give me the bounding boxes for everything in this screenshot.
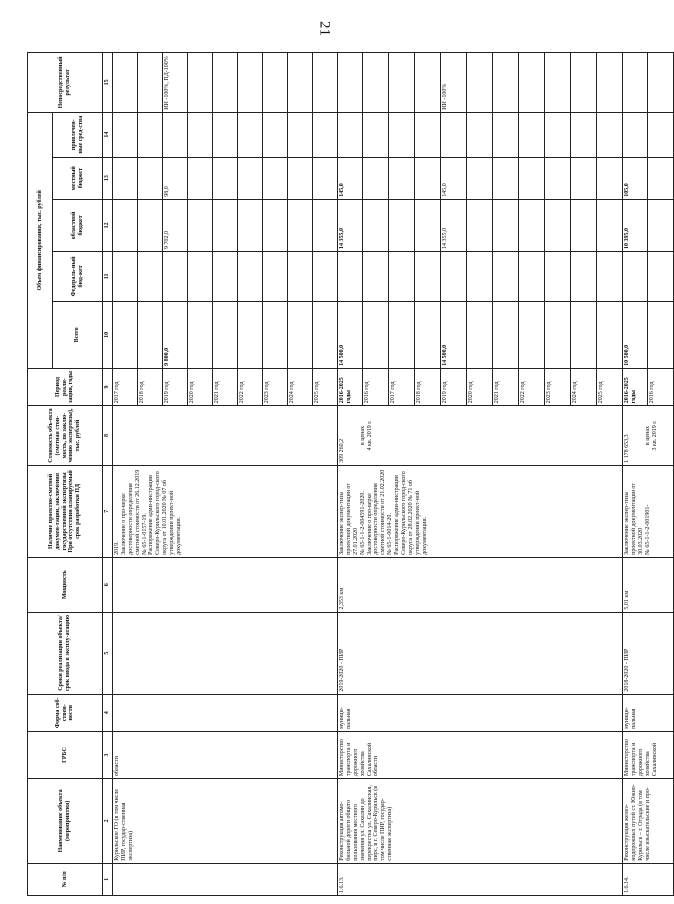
funding-other: [313, 112, 338, 157]
funding-regional: [288, 199, 313, 251]
funding-other: [213, 112, 238, 157]
funding-other: [545, 112, 571, 157]
result-cell: [338, 53, 363, 113]
column-number: 5: [103, 612, 113, 694]
funding-other: [138, 112, 163, 157]
funding-federal: [363, 252, 389, 302]
funding-other: [288, 112, 313, 157]
funding-federal: [238, 252, 263, 302]
funding-federal: [338, 252, 363, 302]
period-total: 2016-2025 годы: [338, 368, 363, 405]
header-funding: Объем финансирования, тыс. рублей: [28, 112, 53, 368]
funding-local: [213, 157, 238, 199]
funding-local: [263, 157, 288, 199]
funding-regional: [238, 199, 263, 251]
funding-regional: [493, 199, 519, 251]
funding-local: [138, 157, 163, 199]
column-number: 14: [103, 112, 113, 157]
period-year: 2016 год: [648, 368, 674, 405]
result-cell: [138, 53, 163, 113]
funding-regional: [138, 199, 163, 251]
funding-total: 14 500,0: [441, 301, 467, 368]
page-number: 21: [316, 21, 333, 36]
funding-other: [263, 112, 288, 157]
cost-cell: [338, 406, 623, 466]
period-year: 2018 год: [138, 368, 163, 405]
table-row: [113, 53, 138, 896]
funding-regional: [545, 199, 571, 251]
funding-regional: 10 395,0: [623, 199, 648, 251]
funding-local: [288, 157, 313, 199]
funding-other: [113, 112, 138, 157]
period-year: 2020 год: [188, 368, 213, 405]
funding-total: [545, 301, 571, 368]
funding-local: [389, 157, 415, 199]
header-term: Сроки реализации объекта/ срок ввода в эксплу-атацию: [28, 612, 103, 694]
result-cell: [467, 53, 493, 113]
term-cell: [113, 612, 338, 694]
funding-local: [467, 157, 493, 199]
result-cell: [571, 53, 597, 113]
funding-regional: 14 355,0: [338, 199, 363, 251]
column-number: 13: [103, 157, 113, 199]
funding-local: [363, 157, 389, 199]
cost-value: 309 260,2: [339, 438, 345, 463]
funding-regional: 9 702,0: [163, 199, 188, 251]
funding-other: [519, 112, 545, 157]
header-federal: Федераль-ный бюд-жет: [53, 252, 103, 302]
section-total-row: [338, 53, 363, 896]
funding-total: [238, 301, 263, 368]
funding-regional: [389, 199, 415, 251]
period-year: 2025 год: [313, 368, 338, 405]
funding-other: [363, 112, 389, 157]
result-cell: [288, 53, 313, 113]
funding-total: [288, 301, 313, 368]
period-year: 2016 год: [363, 368, 389, 405]
funding-local: [648, 157, 674, 199]
funding-federal: [138, 252, 163, 302]
funding-local: [493, 157, 519, 199]
column-number: 1: [103, 863, 113, 895]
period-year: 2022 год: [519, 368, 545, 405]
column-number: 3: [103, 731, 113, 778]
cost-note: в ценах 4 кв. 2019 г.: [359, 420, 373, 451]
funding-local: 145,0: [338, 157, 363, 199]
cost-note: в ценах 3 кв. 2019 г.: [644, 420, 658, 451]
header-cost: Стоимость объ-екта (сметная стои-мость, по заклю-чению экспертизы), тыс. рублей: [28, 406, 103, 466]
header-num: № п/п: [28, 863, 103, 895]
header-form: Форма соб-ствен-ности: [28, 694, 103, 731]
cost-cell: [113, 406, 338, 466]
result-cell: [363, 53, 389, 113]
funding-total: [188, 301, 213, 368]
funding-other: [493, 112, 519, 157]
funding-total: [648, 301, 674, 368]
funding-local: 98,0: [163, 157, 188, 199]
period-year: 2024 год: [571, 368, 597, 405]
header-other: привлечен-ные сред-ства: [53, 112, 103, 157]
funding-federal: [648, 252, 674, 302]
result-cell: [493, 53, 519, 113]
funding-federal: [597, 252, 623, 302]
funding-local: [238, 157, 263, 199]
period-total: 2016-2025 годы: [623, 368, 648, 405]
funding-federal: [493, 252, 519, 302]
funding-other: [389, 112, 415, 157]
result-cell: [238, 53, 263, 113]
column-number: 4: [103, 694, 113, 731]
header-row-1: [28, 53, 53, 896]
row-num-cell: 1.6.13.: [338, 863, 623, 895]
funding-federal: [571, 252, 597, 302]
funding-total: [313, 301, 338, 368]
funding-federal: [113, 252, 138, 302]
period-year: 2017 год: [113, 368, 138, 405]
grbs-cell: Министерство транспорта и дорожного хозяйства Сахалинской области: [338, 731, 623, 778]
column-number-row: [103, 53, 113, 896]
result-cell: [597, 53, 623, 113]
funding-federal: [288, 252, 313, 302]
funding-other: [338, 112, 363, 157]
funding-regional: [648, 199, 674, 251]
funding-regional: [519, 199, 545, 251]
funding-total: [138, 301, 163, 368]
header-total: Всего: [53, 301, 103, 368]
column-number: 12: [103, 199, 113, 251]
result-cell: ИИ -100%: [441, 53, 467, 113]
result-cell: [648, 53, 674, 113]
grbs-cell: области: [113, 731, 338, 778]
header-capacity: Мощность: [28, 557, 103, 612]
expertise-cell: Заключение экспер-тизы проектной документации от 27.01.2020 № 65-1-1-2-004591-2020. Заключение о про-верке достоверности определения сметной стоимости от 21.02.2020 № 65-1-0014-20. Распоряжение адми-нистрации Северо-Курильского город-ского округа от 28.02.2020 № 71 об утверждении проект-ной документации.: [338, 465, 623, 557]
funding-other: [188, 112, 213, 157]
funding-federal: [545, 252, 571, 302]
funding-total: [571, 301, 597, 368]
funding-total: [467, 301, 493, 368]
period-year: 2021 год: [493, 368, 519, 405]
grbs-cell: Министерство транспорта и дорожного хозяйства Сахалинской: [623, 731, 674, 778]
column-number: 10: [103, 301, 113, 368]
section-total-row: [623, 53, 648, 896]
result-cell: [519, 53, 545, 113]
capacity-cell: 2,353 км: [338, 557, 623, 612]
term-cell: 2018-2020 - ПИР: [623, 612, 674, 694]
header-regional: областной бюджет: [53, 199, 103, 251]
result-cell: [623, 53, 648, 113]
funding-local: [113, 157, 138, 199]
funding-federal: [623, 252, 648, 302]
result-cell: [113, 53, 138, 113]
funding-regional: [467, 199, 493, 251]
capacity-cell: [113, 557, 338, 612]
funding-other: [648, 112, 674, 157]
form-cell: [113, 694, 338, 731]
column-number: 6: [103, 557, 113, 612]
funding-regional: [415, 199, 441, 251]
funding-total: [113, 301, 138, 368]
header-expertise: Наличие проектно-сметной докумен-тации, заключения государственной экспертизы При отсутствии планируемый срок разработки ПД: [28, 465, 103, 557]
funding-total: [415, 301, 441, 368]
funding-other: [441, 112, 467, 157]
funding-regional: [571, 199, 597, 251]
column-number: 9: [103, 368, 113, 405]
funding-federal: [163, 252, 188, 302]
term-cell: 2019-2020 - ПИР: [338, 612, 623, 694]
funding-total: [597, 301, 623, 368]
period-year: 2024 год: [288, 368, 313, 405]
funding-federal: [313, 252, 338, 302]
period-year: 2017 год: [389, 368, 415, 405]
form-cell: муници-пальная: [338, 694, 623, 731]
cost-cell: [623, 406, 674, 466]
funding-federal: [188, 252, 213, 302]
funding-federal: [519, 252, 545, 302]
funding-regional: [597, 199, 623, 251]
result-cell: [263, 53, 288, 113]
funding-total: [389, 301, 415, 368]
period-year: 2022 год: [238, 368, 263, 405]
funding-federal: [213, 252, 238, 302]
funding-regional: [188, 199, 213, 251]
funding-regional: [313, 199, 338, 251]
form-cell: муници-пальная: [623, 694, 674, 731]
funding-total: [493, 301, 519, 368]
funding-local: 105,0: [623, 157, 648, 199]
column-number: 2: [103, 779, 113, 864]
result-cell: [188, 53, 213, 113]
object-name: Курильское ГО (в том числе ПИР, государ-ственная экспертиза): [113, 779, 338, 864]
expertise-cell: 2019. Заключение о про-верке достоверности определения сметной стоимости от 26.12.2019 № 65-1-0157-19. Распоряжение адми-нистрации Северо-Курильского город-ского округа от 10.01.2020 № 07 об утверждении проект-ной документации.: [113, 465, 338, 557]
row-num-cell: [113, 863, 338, 895]
expertise-cell: Заключение экспер-тизы проектной документации от 30.03.2020 № 65-1-1-2-001901-: [623, 465, 674, 557]
column-number: 8: [103, 406, 113, 466]
period-year: 2020 год: [467, 368, 493, 405]
header-local: местный бюджет: [53, 157, 103, 199]
header-result: Непосредственный результат: [28, 53, 103, 113]
period-year: 2023 год: [263, 368, 288, 405]
funding-regional: [363, 199, 389, 251]
funding-local: [545, 157, 571, 199]
funding-other: [238, 112, 263, 157]
funding-federal: [263, 252, 288, 302]
funding-regional: 14 355,0: [441, 199, 467, 251]
header-name: Наименование объекта (мероприятия): [28, 779, 103, 864]
funding-other: [571, 112, 597, 157]
funding-other: [597, 112, 623, 157]
column-number: 7: [103, 465, 113, 557]
result-cell: [213, 53, 238, 113]
funding-federal: [389, 252, 415, 302]
funding-total: 10 500,0: [623, 301, 648, 368]
funding-other: [415, 112, 441, 157]
funding-federal: [467, 252, 493, 302]
row-num-cell: 1.6.14.: [623, 863, 674, 895]
result-cell: [415, 53, 441, 113]
object-name: Реконструкция автомо-бильной дороги общего пользования местного значения ул. Сахалин до перекрестка ул. Сахалинская, пирс, в г. Северо-Курильск (в том числе ПИР, государ-ственная экспертиза): [338, 779, 623, 864]
investment-objects-table: [27, 52, 674, 896]
header-period: Период реали-зации, годы: [28, 368, 103, 405]
funding-total: [263, 301, 288, 368]
period-year: 2019 год: [441, 368, 467, 405]
funding-local: [519, 157, 545, 199]
capacity-cell: 5,01 км: [623, 557, 674, 612]
funding-total: 9 800,0: [163, 301, 188, 368]
funding-regional: [113, 199, 138, 251]
period-year: 2025 год: [597, 368, 623, 405]
funding-local: [571, 157, 597, 199]
funding-federal: [441, 252, 467, 302]
funding-regional: [263, 199, 288, 251]
funding-total: 14 500,0: [338, 301, 363, 368]
result-cell: [545, 53, 571, 113]
funding-total: [213, 301, 238, 368]
object-name: Реконструкция желез-нодорожных путей ст. Южно-Курильск – г. Отрада (в том числе изыскательские и про-: [623, 779, 674, 864]
period-year: 2021 год: [213, 368, 238, 405]
column-number: 15: [103, 53, 113, 113]
cost-value: 1 178 653,3: [624, 434, 630, 463]
funding-local: [415, 157, 441, 199]
funding-federal: [415, 252, 441, 302]
result-cell: [313, 53, 338, 113]
funding-local: [188, 157, 213, 199]
column-number: 11: [103, 252, 113, 302]
funding-total: [363, 301, 389, 368]
period-year: 2023 год: [545, 368, 571, 405]
funding-regional: [213, 199, 238, 251]
funding-local: [597, 157, 623, 199]
funding-local: 145,0: [441, 157, 467, 199]
funding-total: [519, 301, 545, 368]
funding-other: [467, 112, 493, 157]
result-cell: [389, 53, 415, 113]
funding-local: [313, 157, 338, 199]
header-grbs: ГРБС: [28, 731, 103, 778]
period-year: 2018 год: [415, 368, 441, 405]
funding-other: [623, 112, 648, 157]
period-year: 2019 год: [163, 368, 188, 405]
result-cell: ИИ -100%, ПД-100%: [163, 53, 188, 113]
funding-other: [163, 112, 188, 157]
